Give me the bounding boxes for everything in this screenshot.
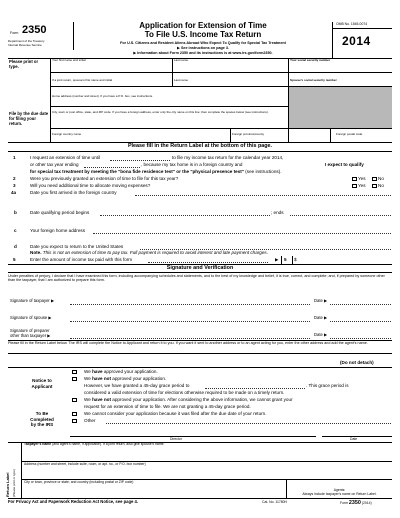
line-5-number: 5: [13, 257, 16, 262]
option-not-approved: [84, 397, 293, 402]
grace-period-date-input[interactable]: [205, 381, 305, 388]
agents-note-line-1: Agents:: [333, 488, 346, 492]
preparer-date-label: Date ▶: [314, 332, 328, 337]
first-name-input[interactable]: [52, 63, 170, 71]
line-4b-number: b: [14, 210, 17, 215]
spouse-last-input[interactable]: [174, 73, 286, 78]
preparer-date-input[interactable]: [330, 330, 391, 338]
please-print-label: Please print or type.: [9, 59, 39, 69]
note-line: [30, 250, 268, 255]
spouse-signature-label: Signature of spouse ▶: [10, 315, 52, 320]
agents-note-line-2: Always include taxpayer's name on Return Label.: [302, 492, 377, 497]
option-approved-rest: approved your application.: [103, 369, 158, 374]
perjury-statement: Under penalties of perjury, I declare that I have examined this form, including accompanying schedules and statements, and to the best of my knowledge and belief, it is true, correct, and complete; and, if prepared by someone other than the taxpayer, that I am authorized to prepare this form.: [8, 274, 385, 283]
notice-heading: [22, 378, 62, 389]
line-4a-text: Date you first arrived in the foreign country: [30, 190, 117, 195]
return-label-side: Return Label: [5, 472, 10, 497]
label-name-title: Taxpayer's name: [24, 442, 52, 446]
note-label: Note.: [30, 250, 42, 255]
title-line-1: Application for Extension of Time: [139, 21, 267, 30]
option-late-filed: We cannot consider your application because it was filed after the due date of your return.: [84, 411, 267, 416]
do-not-detach: (Do not detach): [340, 360, 374, 365]
line-4b-text: Date qualifying period begins: [30, 210, 90, 215]
agents-note: [288, 488, 391, 497]
taxpayer-date-input[interactable]: [330, 296, 391, 304]
line-4c-text: Your foreign home address: [30, 228, 85, 233]
irs-heading-line-1: To Be: [35, 411, 49, 416]
not-approved-grace-checkbox[interactable]: [72, 377, 77, 382]
line-3-no-label: No: [378, 183, 384, 188]
line-1-text-c: or other tax year ending: [30, 162, 79, 167]
footer-form-label: Form: [340, 501, 348, 505]
footer-form-number: 2350: [348, 500, 361, 506]
line-4d-number: d: [14, 244, 17, 249]
irs-heading-line-3: by the IRS: [30, 422, 54, 427]
first-name-label: Your first name and initial: [52, 58, 86, 62]
other-reason-input[interactable]: [106, 416, 391, 423]
director-date-input[interactable]: [322, 428, 392, 436]
option-not-approved-rest: approved your application. After considering the above information, we cannot grant your: [112, 397, 293, 402]
option-grace-we: We: [84, 376, 91, 381]
ssn-input[interactable]: [290, 63, 390, 71]
line-2-number: 2: [13, 176, 16, 181]
home-address-input[interactable]: [52, 87, 286, 94]
line-4c-number: c: [14, 228, 17, 233]
catalog-number: Cat. No. 11780H: [262, 500, 288, 504]
taxpayer-date-label: Date ▶: [314, 298, 328, 303]
director-date-label: Date: [350, 437, 358, 441]
label-address-input[interactable]: [24, 468, 390, 478]
label-address-title: Address (number and street, include suite, room, or apt. no., or P.O. box number): [24, 462, 146, 466]
form-title: [74, 22, 332, 40]
home-address-label: Home address (number and street). If you have a P.O. box, see instructions.: [52, 94, 153, 98]
line-2-no-checkbox[interactable]: [372, 177, 377, 182]
line-1-text-e: I expect to qualify: [325, 162, 364, 167]
option-approved: [84, 369, 158, 374]
footer-form-id: [340, 500, 372, 506]
line-5-box-number: 5: [284, 257, 287, 262]
last-name-input[interactable]: [174, 63, 286, 71]
omb-number: OMB No. 1545-0074: [336, 22, 368, 26]
option-not-approved-have-not: have not: [92, 397, 111, 402]
option-grace-text-2: . This grace period is: [306, 383, 349, 388]
label-name-input[interactable]: [24, 448, 390, 458]
line-1-text-b: to file my income tax return for the calendar year 2014,: [172, 155, 284, 160]
foreign-province-label: Foreign province/county: [232, 132, 265, 136]
taxpayer-signature-input[interactable]: [70, 296, 310, 304]
taxpayer-signature-label: Signature of taxpayer ▶: [10, 298, 55, 303]
label-name-rest: (and agent's name, if applicable). If a joint return, also give spouse's name.: [52, 442, 165, 446]
irs-line: Internal Revenue Service: [8, 43, 42, 47]
line-1-text-f: for special tax treatment by meeting the "bona fide residence test" or the "physical presence test": [30, 169, 244, 174]
line-5-dollar: $: [294, 257, 297, 262]
line-4a-number: 4a: [11, 190, 17, 195]
spouse-signature-input[interactable]: [70, 313, 310, 321]
foreign-country-label: Foreign country name: [52, 132, 82, 136]
spouse-date-label: Date ▶: [314, 315, 328, 320]
period-begin-input[interactable]: [100, 208, 270, 215]
foreign-postal-label: Foreign postal code: [336, 132, 363, 136]
extension-date-input[interactable]: [110, 153, 170, 160]
irs-heading-line-2: Completed: [30, 416, 54, 422]
fill-label-banner: Please fill in the Return Label at the bottom of this page.: [127, 143, 273, 149]
see-instructions: ▶ See instructions on page 3.: [177, 46, 229, 50]
form-subtitle: For U.S. Citizens and Resident Aliens Abroad Who Expect To Qualify for Special Tax Treatment: [120, 41, 286, 45]
tax-year-end-input[interactable]: [84, 160, 140, 167]
line-1-text-d: , because my tax home is in a foreign country and: [141, 162, 243, 167]
other-checkbox[interactable]: [72, 419, 77, 424]
return-date-input[interactable]: [140, 242, 391, 249]
option-grace-text-1: However, we have granted a 45-day grace period to: [84, 383, 190, 388]
footer-form-year: (2014): [361, 501, 372, 505]
option-not-approved-we: We: [84, 397, 91, 402]
director-signature-input[interactable]: [70, 428, 316, 436]
amount-paid-input[interactable]: [298, 256, 391, 263]
line-3-number: 3: [13, 183, 16, 188]
line-4b-ends: ; ends: [271, 210, 284, 215]
label-city-title: City or town, province or state, and country (including postal or ZIP code): [24, 480, 134, 484]
option-grace-have-not: have not: [92, 376, 111, 381]
info-line: ▶ Information about Form 2350 and its instructions is at www.irs.gov/form2350.: [133, 51, 273, 55]
form-label: Form: [10, 31, 19, 35]
last-name-label: Last name: [174, 58, 189, 62]
shaded-area: [289, 87, 392, 128]
notice-heading-line-1: Notice to: [32, 378, 52, 383]
foreign-home-address-input[interactable]: [93, 226, 391, 233]
irs-heading: [22, 411, 62, 428]
spouse-last-label: Last name: [174, 78, 189, 82]
line-1-text-f-wrap: [30, 169, 282, 174]
tax-year: 2014: [342, 34, 371, 48]
option-grace-text-3: considered a valid extension of time for elections otherwise required to be made on a timely return.: [84, 390, 285, 395]
preparer-label-line-2: other than taxpayer ▶: [10, 332, 51, 338]
line-4d-text: Date you expect to return to the United States: [30, 244, 124, 249]
line-5-arrow: ▶: [275, 257, 279, 262]
privacy-notice: For Privacy Act and Paperwork Reduction Act Notice, see page 4.: [8, 499, 139, 504]
city-label: City, town or post office, state, and ZIP code. If you have a foreign address, enter only the city name on this line; then complete the spaces below (see instructions).: [52, 110, 269, 114]
signature-heading: Signature and Verification: [166, 265, 234, 271]
option-not-approved-grace: [84, 376, 166, 381]
label-city-input[interactable]: [24, 486, 284, 496]
option-approved-we: We: [84, 369, 91, 374]
line-2-yes-checkbox[interactable]: [352, 177, 357, 182]
form-number: 2350: [22, 24, 47, 36]
not-approved-checkbox[interactable]: [72, 398, 77, 403]
spouse-date-input[interactable]: [330, 313, 391, 321]
spouse-first-label: If a joint return, spouse's first name and initial: [52, 78, 113, 82]
line-2-no-label: No: [378, 176, 384, 181]
preparer-signature-label: [10, 329, 50, 338]
line-2-text: Were you previously granted an extension of time to file for this tax year?: [30, 176, 179, 181]
preparer-signature-input[interactable]: [70, 330, 310, 338]
option-other: Other: [84, 418, 96, 423]
line-3-yes-label: Yes: [358, 183, 366, 188]
line-5-text: Enter the amount of income tax paid with this form: [30, 257, 133, 262]
line-2-yes-label: Yes: [358, 176, 366, 181]
city-input[interactable]: [52, 118, 286, 126]
arrival-date-input[interactable]: [135, 188, 391, 195]
title-line-2: To File U.S. Income Tax Return: [144, 29, 262, 39]
note-text: This is not an extension of time to pay tax. Full payment is required to avoid interest and late payment charges.: [42, 250, 268, 255]
period-end-input[interactable]: [290, 208, 391, 215]
option-not-approved-text-2: request for an extension of time to file. We are not granting a 45-day grace period.: [84, 404, 251, 409]
return-label-note: Please fill in the Return Label below. The IRS will complete the Notice to Applicant and return it to you. If you want it sent to another address or to an agent acting for you, enter the other address and add the agent's name.: [8, 341, 368, 345]
spouse-ssn-label: Spouse's social security number: [290, 78, 337, 82]
spouse-first-input[interactable]: [52, 73, 170, 78]
line-1-text-a: I request an extension of time until: [30, 155, 100, 160]
ssn-label: Your social security number: [290, 58, 331, 62]
file-by-label: File by the due date for filing your return.: [9, 111, 49, 126]
line-1-number: 1: [13, 155, 16, 160]
line-1-text-g: (see instructions).: [245, 169, 282, 174]
return-label-side-sub: (Please print or type): [12, 469, 16, 497]
approved-checkbox[interactable]: [72, 370, 77, 375]
line-3-text: Will you need additional time to allocate moving expenses?: [30, 183, 151, 188]
late-filed-checkbox[interactable]: [72, 412, 77, 417]
option-grace-rest: approved your application.: [112, 376, 167, 381]
department-line: Department of the Treasury: [8, 39, 45, 43]
director-label: Director: [170, 437, 182, 441]
label-name-line: [24, 443, 164, 447]
option-approved-have: have: [92, 369, 103, 374]
preparer-label-line-1: Signature of preparer: [10, 328, 50, 333]
notice-heading-line-2: Applicant: [31, 383, 53, 389]
